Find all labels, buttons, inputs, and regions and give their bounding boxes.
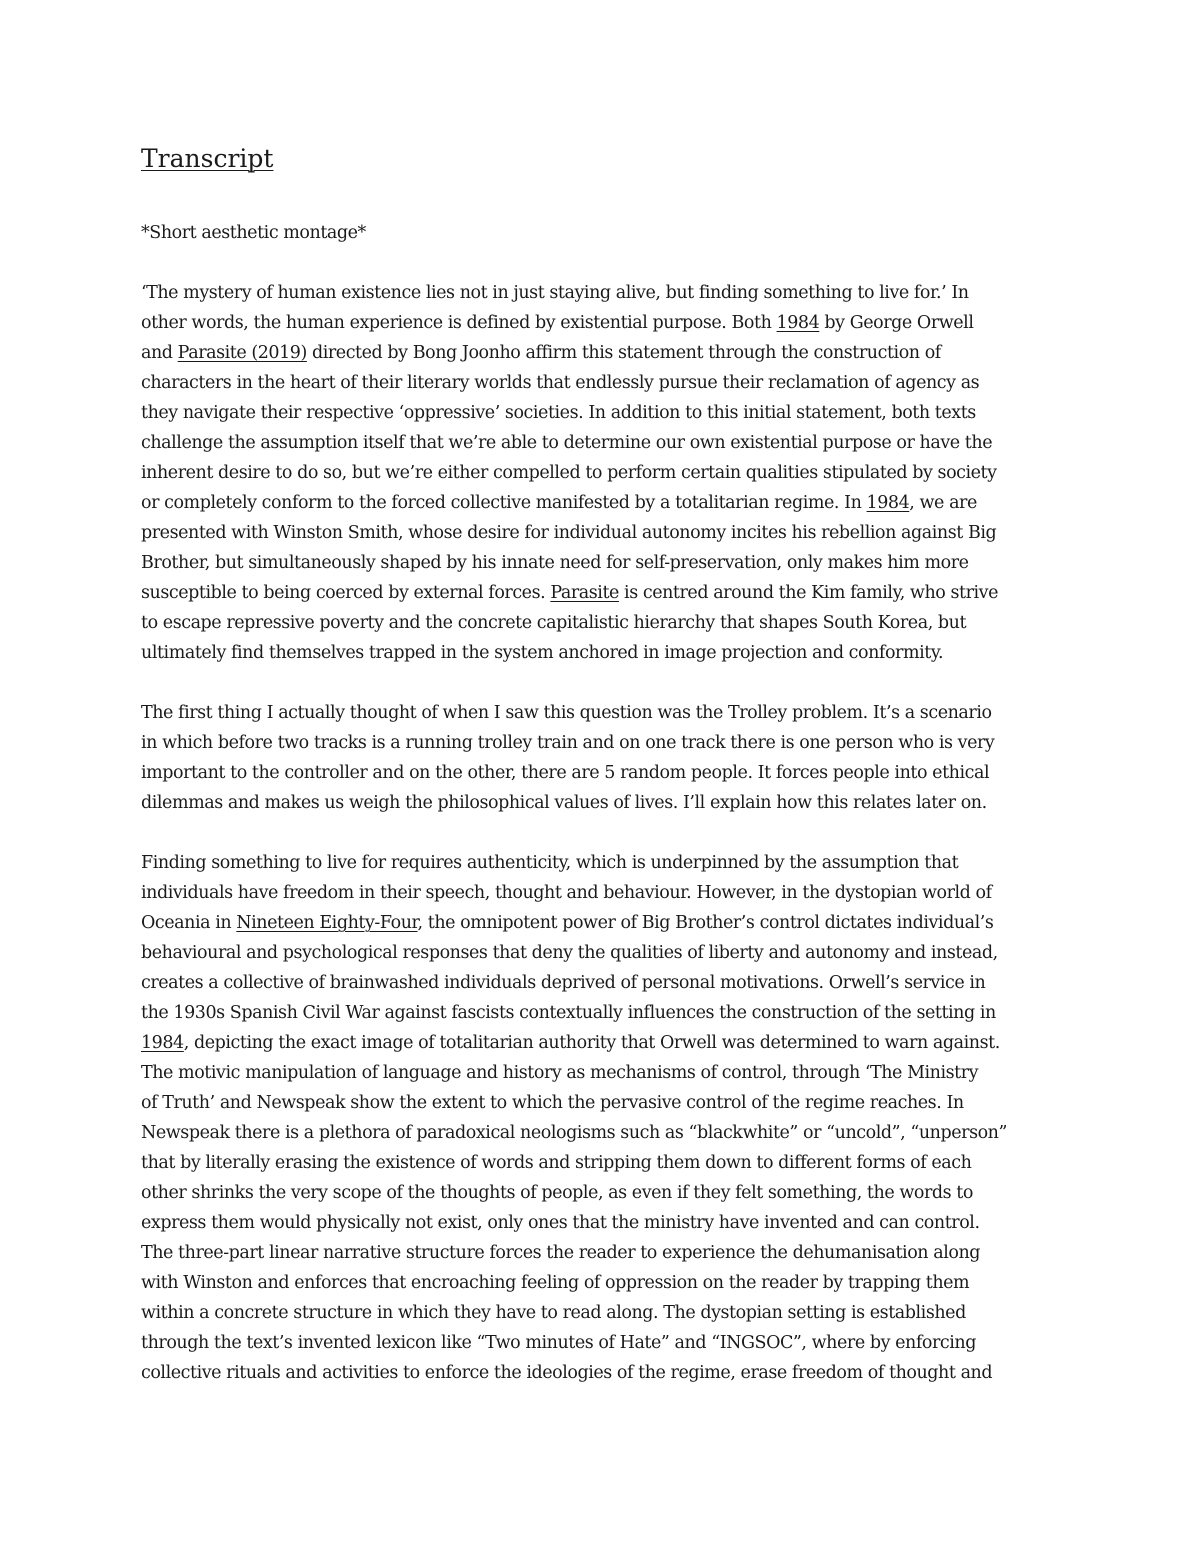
text-line [141, 938, 1061, 968]
text-line [141, 1118, 1061, 1148]
text-run: other words, the human experience is defined by existential purpose. Both [141, 313, 777, 333]
text-line [141, 1088, 1061, 1118]
text-line [141, 368, 1061, 398]
text-run: to escape repressive poverty and the concrete capitalistic hierarchy that shapes South Korea, but [141, 613, 967, 633]
paragraph-gap [141, 668, 1061, 698]
text-run: through the text’s invented lexicon like “Two minutes of Hate” and “INGSOC”, where by enforcing [141, 1333, 976, 1353]
text-run: The first thing I actually thought of when I saw this question was the Trolley problem. It’s a scenario [141, 703, 992, 723]
text-run: inherent desire to do so, but we’re either compelled to perform certain qualities stipulated by society [141, 463, 997, 483]
text-line [141, 578, 1061, 608]
underlined-title: Nineteen Eighty-Four [236, 913, 418, 933]
text-run: The motivic manipulation of language and history as mechanisms of control, through ‘The Ministry [141, 1063, 979, 1083]
text-line [141, 698, 1061, 728]
text-run: Oceania in [141, 913, 237, 933]
text-run: with Winston and enforces that encroaching feeling of oppression on the reader by trapping them [141, 1273, 970, 1293]
text-line [141, 1358, 1061, 1388]
text-line [141, 1238, 1061, 1268]
text-line [141, 1058, 1061, 1088]
text-run: important to the controller and on the other, there are 5 random people. It forces people into ethical [141, 763, 990, 783]
paragraph-intro [141, 278, 1061, 668]
text-run: Finding something to live for requires authenticity, which is underpinned by the assumption that [141, 853, 959, 873]
text-line [141, 758, 1061, 788]
page-title: Transcript [141, 144, 274, 173]
underlined-title: 1984 [866, 493, 910, 513]
text-run: challenge the assumption itself that we’re able to determine our own existential purpose or have the [141, 433, 993, 453]
text-line [141, 638, 1061, 668]
text-run: they navigate their respective ‘oppressive’ societies. In addition to this initial statement, both texts [141, 403, 976, 423]
text-run: behavioural and psychological responses that deny the qualities of liberty and autonomy and instead, [141, 943, 998, 963]
underlined-title: 1984 [141, 1033, 184, 1053]
text-line [141, 1328, 1061, 1358]
text-run: in which before two tracks is a running trolley train and on one track there is one person who is very [141, 733, 995, 753]
text-run: directed by Bong Joonho affirm this statement through the construction of [306, 343, 941, 363]
text-line [141, 458, 1061, 488]
text-run: collective rituals and activities to enforce the ideologies of the regime, erase freedom of thought and [141, 1363, 993, 1383]
text-line [141, 1268, 1061, 1298]
text-line [141, 908, 1061, 938]
text-line [141, 878, 1061, 908]
text-run: The three-part linear narrative structure forces the reader to experience the dehumanisation along [141, 1243, 981, 1263]
text-run: of Truth’ and Newspeak show the extent to which the pervasive control of the regime reaches. In [141, 1093, 964, 1113]
text-line [141, 728, 1061, 758]
paragraph-trolley [141, 698, 1061, 818]
text-run: Newspeak there is a plethora of paradoxical neologisms such as “blackwhite” or “uncold”, “unperson” [141, 1123, 1007, 1143]
text-line [141, 1028, 1061, 1058]
text-run: by George Orwell [819, 313, 974, 333]
text-run: and [141, 343, 178, 363]
underlined-title: Parasite [550, 583, 619, 603]
paragraph-authenticity [141, 848, 1061, 1388]
text-run: ‘The mystery of human existence lies not in just staying alive, but finding something to live for.’ In [141, 283, 969, 303]
text-line [141, 398, 1061, 428]
paragraph-gap [141, 248, 1061, 278]
text-line [141, 518, 1061, 548]
text-line [141, 488, 1061, 518]
text-line [141, 428, 1061, 458]
text-run: ultimately find themselves trapped in the system anchored in image projection and conformity. [141, 643, 944, 663]
paragraph-gap [141, 818, 1061, 848]
text-line [141, 1178, 1061, 1208]
text-line [141, 1148, 1061, 1178]
text-line [141, 308, 1061, 338]
text-line [141, 608, 1061, 638]
text-line [141, 998, 1061, 1028]
text-line [141, 788, 1061, 818]
text-line [141, 848, 1061, 878]
text-run: characters in the heart of their literary worlds that endlessly pursue their reclamation of agency as [141, 373, 980, 393]
text-run: , the omnipotent power of Big Brother’s control dictates individual’s [417, 913, 994, 933]
text-run: dilemmas and makes us weigh the philosophical values of lives. I’ll explain how this relates later on. [141, 793, 987, 813]
text-line [141, 968, 1061, 998]
text-run: , depicting the exact image of totalitarian authority that Orwell was determined to warn against. [183, 1033, 1000, 1053]
text-run: that by literally erasing the existence of words and stripping them down to different forms of each [141, 1153, 972, 1173]
text-line [141, 1298, 1061, 1328]
text-line [141, 548, 1061, 578]
text-run: express them would physically not exist, only ones that the ministry have invented and can control. [141, 1213, 980, 1233]
text-run: presented with Winston Smith, whose desire for individual autonomy incites his rebellion against Big [141, 523, 997, 543]
text-run: , we are [909, 493, 977, 513]
text-run: other shrinks the very scope of the thoughts of people, as even if they felt something, the words to [141, 1183, 973, 1203]
underlined-title: Parasite (2019) [177, 343, 307, 363]
text-run: creates a collective of brainwashed individuals deprived of personal motivations. Orwell’s service in [141, 973, 986, 993]
text-run: individuals have freedom in their speech, thought and behaviour. However, in the dystopian world of [141, 883, 992, 903]
text-run: within a concrete structure in which they have to read along. The dystopian setting is established [141, 1303, 966, 1323]
text-run: is centred around the Kim family, who strive [618, 583, 998, 603]
text-run: or completely conform to the forced collective manifested by a totalitarian regime. In [141, 493, 867, 513]
montage-note: *Short aesthetic montage* [141, 223, 366, 243]
underlined-title: 1984 [776, 313, 820, 333]
document-body [141, 218, 1061, 1388]
text-run: Brother, but simultaneously shaped by his innate need for self-preservation, only makes him more [141, 553, 969, 573]
text-run: the 1930s Spanish Civil War against fascists contextually influences the construction of the setting in [141, 1003, 996, 1023]
text-run: susceptible to being coerced by external forces. [141, 583, 551, 603]
text-line [141, 338, 1061, 368]
text-line [141, 278, 1061, 308]
text-line [141, 1208, 1061, 1238]
